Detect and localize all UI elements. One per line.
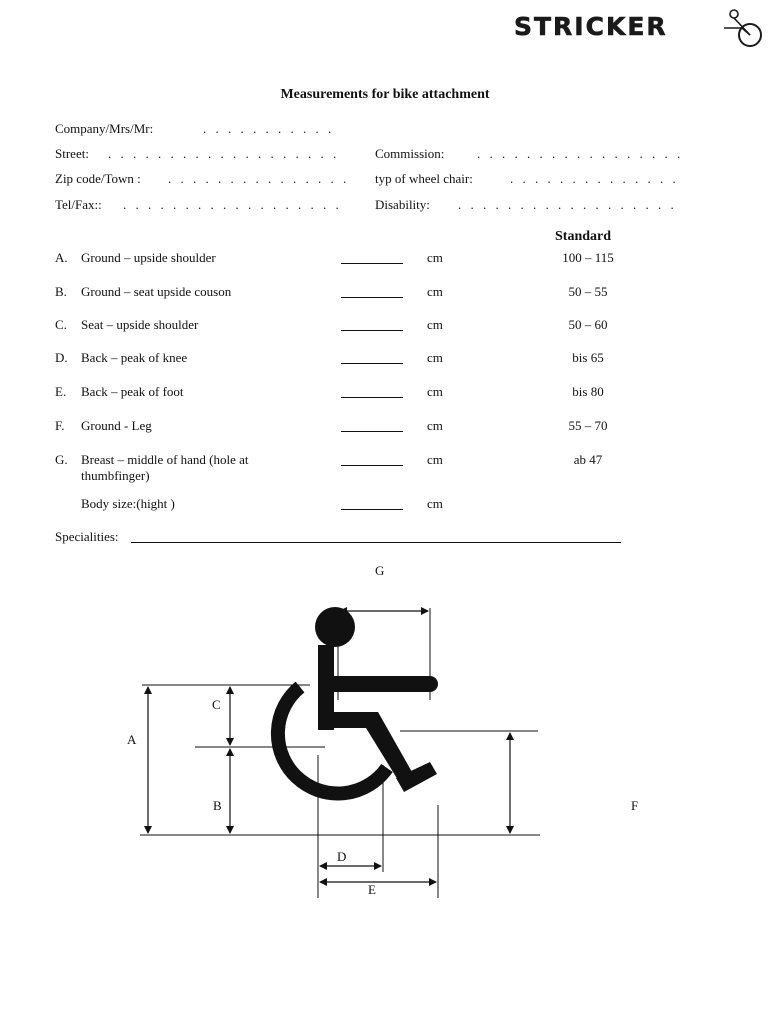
row-input[interactable] bbox=[341, 465, 403, 466]
page-title: Measurements for bike attachment bbox=[280, 87, 490, 102]
row-input[interactable] bbox=[341, 263, 403, 264]
row-letter: E. bbox=[55, 384, 67, 399]
row-unit: cm bbox=[427, 452, 443, 467]
wheelchair-symbol-icon bbox=[278, 607, 438, 794]
row-letter: C. bbox=[55, 317, 67, 332]
diagram-label-d: D bbox=[337, 849, 347, 864]
row-letter: D. bbox=[55, 350, 68, 365]
telfax-label: Tel/Fax:: bbox=[55, 197, 102, 212]
company-label: Company/Mrs/Mr: bbox=[55, 121, 154, 136]
row-standard: bis 65 bbox=[572, 350, 604, 365]
wheelchair-field[interactable]: . . . . . . . . . . . . . . bbox=[510, 171, 679, 186]
row-unit: cm bbox=[427, 496, 443, 511]
row-letter: G. bbox=[55, 452, 68, 467]
standard-header: Standard bbox=[555, 229, 612, 244]
row-input[interactable] bbox=[341, 297, 403, 298]
row-letter: A. bbox=[55, 250, 68, 265]
row-label: Back – peak of foot bbox=[81, 384, 184, 399]
zip-label: Zip code/Town : bbox=[55, 171, 141, 186]
row-label: Back – peak of knee bbox=[81, 350, 188, 365]
row-standard: 55 – 70 bbox=[568, 418, 608, 433]
telfax-field[interactable]: . . . . . . . . . . . . . . . . . . bbox=[123, 197, 342, 212]
diagram-label-b: B bbox=[213, 798, 222, 813]
row-input[interactable] bbox=[341, 509, 403, 510]
row-label: Seat – upside shoulder bbox=[81, 317, 199, 332]
row-unit: cm bbox=[427, 350, 443, 365]
row-label: Ground – upside shoulder bbox=[81, 250, 216, 265]
row-input[interactable] bbox=[341, 397, 403, 398]
wheelchair-diagram bbox=[0, 555, 770, 905]
row-standard: 100 – 115 bbox=[562, 250, 614, 265]
company-field[interactable]: . . . . . . . . . . . bbox=[203, 121, 335, 136]
row-label: Breast – middle of hand (hole at bbox=[81, 452, 249, 467]
disability-field[interactable]: . . . . . . . . . . . . . . . . . . bbox=[458, 197, 677, 212]
diagram-label-c: C bbox=[212, 697, 221, 712]
row-letter: B. bbox=[55, 284, 67, 299]
stricker-logo bbox=[510, 6, 760, 48]
diagram-label-a: A bbox=[127, 732, 137, 747]
bicycle-icon bbox=[720, 8, 764, 50]
diagram-label-e: E bbox=[368, 882, 376, 897]
row-unit: cm bbox=[427, 384, 443, 399]
row-input[interactable] bbox=[341, 363, 403, 364]
row-unit: cm bbox=[427, 418, 443, 433]
disability-label: Disability: bbox=[375, 197, 430, 212]
row-unit: cm bbox=[427, 317, 443, 332]
street-label: Street: bbox=[55, 146, 89, 161]
logo-text: STRICKER bbox=[514, 12, 668, 41]
row-standard: ab 47 bbox=[573, 452, 603, 467]
row-letter: F. bbox=[55, 418, 65, 433]
row-unit: cm bbox=[427, 284, 443, 299]
row-standard: bis 80 bbox=[572, 384, 604, 399]
specialities-input[interactable] bbox=[131, 542, 621, 543]
row-label: Ground – seat upside couson bbox=[81, 284, 232, 299]
street-field[interactable]: . . . . . . . . . . . . . . . . . . . bbox=[108, 146, 340, 161]
row-label: Ground - Leg bbox=[81, 418, 152, 433]
row-unit: cm bbox=[427, 250, 443, 265]
zip-field[interactable]: . . . . . . . . . . . . . . . bbox=[168, 171, 350, 186]
specialities-label: Specialities: bbox=[55, 529, 119, 544]
commission-label: Commission: bbox=[375, 146, 445, 161]
diagram-label-f: F bbox=[631, 798, 639, 813]
row-input[interactable] bbox=[341, 431, 403, 432]
row-label-continued: thumbfinger) bbox=[81, 468, 150, 483]
row-standard: 50 – 60 bbox=[568, 317, 608, 332]
row-standard: 50 – 55 bbox=[568, 284, 608, 299]
commission-field[interactable]: . . . . . . . . . . . . . . . . . bbox=[477, 146, 684, 161]
wheelchair-label: typ of wheel chair: bbox=[375, 171, 473, 186]
row-input[interactable] bbox=[341, 330, 403, 331]
row-label: Body size:(hight ) bbox=[81, 496, 175, 511]
diagram-label-g: G bbox=[375, 563, 385, 578]
